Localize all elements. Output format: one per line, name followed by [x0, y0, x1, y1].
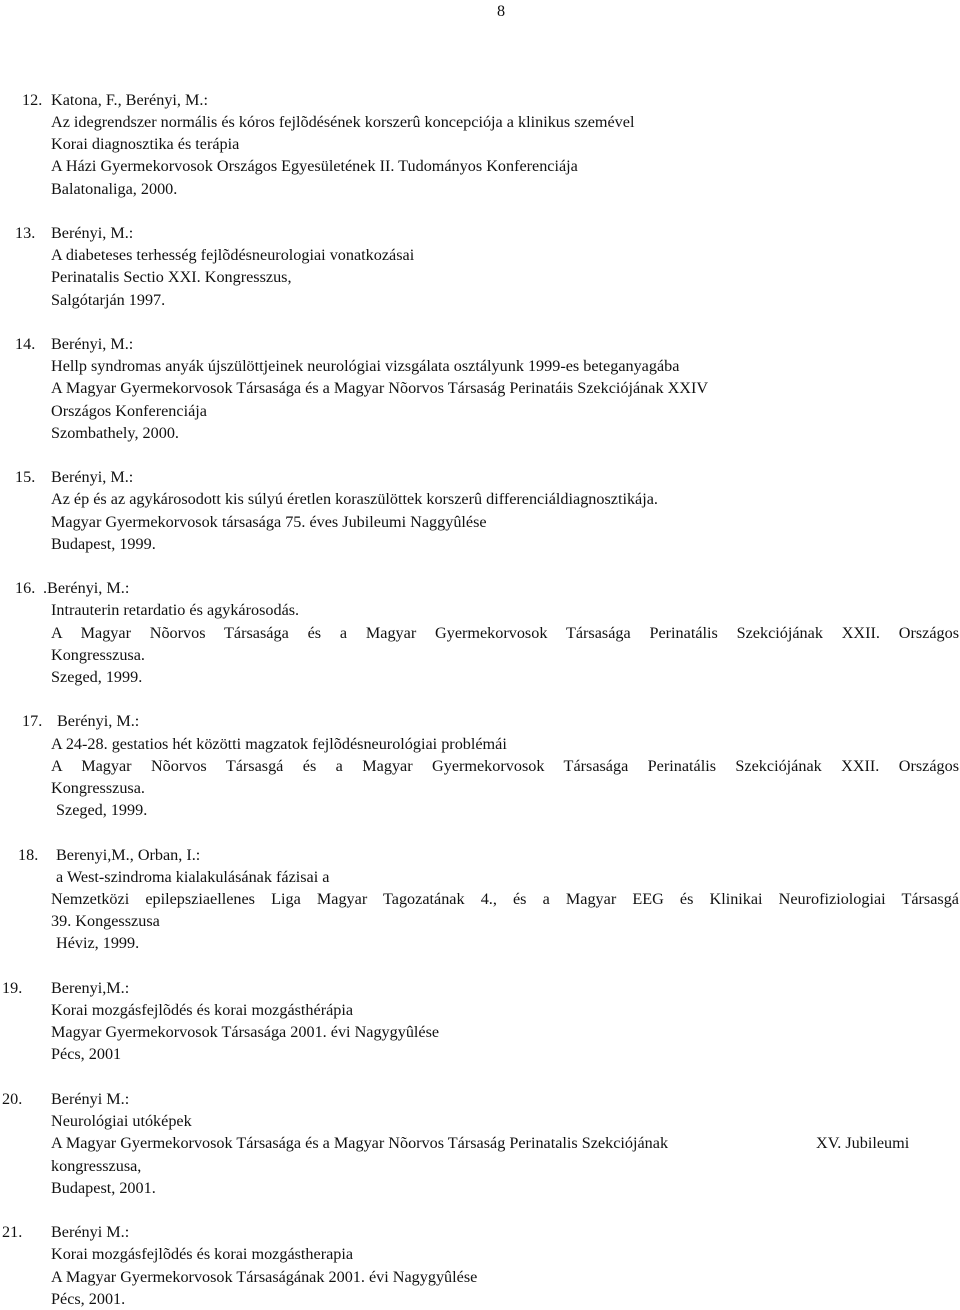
- entry-line: Intrauterin retardatio és agykárosodás.: [51, 601, 300, 619]
- entry-line: Héviz, 1999.: [56, 934, 140, 952]
- entry-line: XV. Jubileumi: [816, 1134, 910, 1152]
- entry-author: Berényi M.:: [51, 1223, 130, 1241]
- entry-line: 39. Kongesszusa: [51, 912, 160, 930]
- page-number: 8: [497, 2, 506, 20]
- entry-line: A diabeteses terhesség fejlõdésneurologiai vonatkozásai: [51, 246, 415, 264]
- entry-line: Neurológiai utóképek: [51, 1112, 192, 1130]
- entry-line: Budapest, 2001.: [51, 1179, 156, 1197]
- entry-author: Berényi M.:: [51, 1090, 130, 1108]
- entry-number: 19.: [2, 979, 23, 997]
- entry-number: 12.: [22, 91, 43, 109]
- entry-line: Pécs, 2001: [51, 1045, 122, 1063]
- entry-line: Nemzetközi epilepsziaellenes Liga Magyar Tagozatának 4., és a Magyar EEG és Klinikai Neurofiziologiai Társasgá: [51, 890, 959, 908]
- entry-author: .Berényi, M.:: [43, 579, 130, 597]
- entry-line: A Magyar Nõorvos Társasága és a Magyar Gyermekorvosok Társasága Perinatális Szekciójának XXII. Országos: [51, 624, 959, 642]
- entry-line: Kongresszusa.: [51, 779, 145, 797]
- entry-line: Az idegrendszer normális és kóros fejlõdésének korszerû koncepciója a klinikus szemével: [51, 113, 635, 131]
- entry-number: 20.: [2, 1090, 23, 1108]
- entry-author: Berényi, M.:: [51, 335, 134, 353]
- entry-line: Salgótarján 1997.: [51, 291, 166, 309]
- entry-number: 21.: [2, 1223, 23, 1241]
- entry-line: Magyar Gyermekorvosok társasága 75. éves Jubileumi Naggyûlése: [51, 513, 487, 531]
- entry-number: 13.: [15, 224, 36, 242]
- entry-line: A Magyar Nõorvos Társasgá és a Magyar Gyermekorvosok Társasága Perinatális Szekciójának XXII. Országos: [51, 757, 959, 775]
- entry-line: Hellp syndromas anyák újszülöttjeinek neurológiai vizsgálata osztályunk 1999-es beteganyagába: [51, 357, 680, 375]
- entry-line: Az ép és az agykárosodott kis súlyú éretlen koraszülöttek korszerû differenciáldiagnosztikája.: [51, 490, 658, 508]
- entry-line: Korai mozgásfejlõdés és korai mozgástherapia: [51, 1245, 354, 1263]
- entry-number: 17.: [22, 712, 43, 730]
- entry-line: Pécs, 2001.: [51, 1290, 126, 1308]
- entry-number: 14.: [15, 335, 36, 353]
- entry-line: A Házi Gyermekorvosok Országos Egyesületének II. Tudományos Konferenciája: [51, 157, 578, 175]
- entry-line: Balatonaliga, 2000.: [51, 180, 178, 198]
- entry-line: A Magyar Gyermekorvosok Társasága és a Magyar Nõorvos Társaság Perinatalis Szekciójának: [51, 1134, 669, 1152]
- entry-line: A 24-28. gestatios hét közötti magzatok fejlõdésneurológiai problémái: [51, 735, 507, 753]
- entry-author: Katona, F., Berényi, M.:: [51, 91, 208, 109]
- entry-line: a West-szindroma kialakulásának fázisai a: [56, 868, 330, 886]
- entry-line: Országos Konferenciája: [51, 402, 207, 420]
- entry-author: Berényi, M.:: [51, 468, 134, 486]
- entry-line: Korai diagnosztika és terápia: [51, 135, 240, 153]
- entry-author: Berenyi,M.:: [51, 979, 130, 997]
- entry-line: Perinatalis Sectio XXI. Kongresszus,: [51, 268, 292, 286]
- entry-number: 16.: [15, 579, 36, 597]
- entry-line: Budapest, 1999.: [51, 535, 156, 553]
- entry-line: Szeged, 1999.: [56, 801, 148, 819]
- entry-line: Szeged, 1999.: [51, 668, 143, 686]
- entry-author: Berenyi,M., Orban, I.:: [56, 846, 201, 864]
- entry-number: 18.: [18, 846, 39, 864]
- entry-author: Berényi, M.:: [51, 224, 134, 242]
- entry-line: Kongresszusa.: [51, 646, 145, 664]
- entry-line: kongresszusa,: [51, 1157, 142, 1175]
- entry-number: 15.: [15, 468, 36, 486]
- entry-line: Szombathely, 2000.: [51, 424, 179, 442]
- entry-author: Berényi, M.:: [57, 712, 140, 730]
- entry-line: A Magyar Gyermekorvosok Társasága és a Magyar Nõorvos Társaság Perinatáis Szekciójának XXIV: [51, 379, 709, 397]
- entry-line: Korai mozgásfejlõdés és korai mozgásthérápia: [51, 1001, 354, 1019]
- entry-line: Magyar Gyermekorvosok Társasága 2001. évi Nagygyûlése: [51, 1023, 440, 1041]
- entry-line: A Magyar Gyermekorvosok Társaságának 2001. évi Nagygyûlése: [51, 1268, 478, 1286]
